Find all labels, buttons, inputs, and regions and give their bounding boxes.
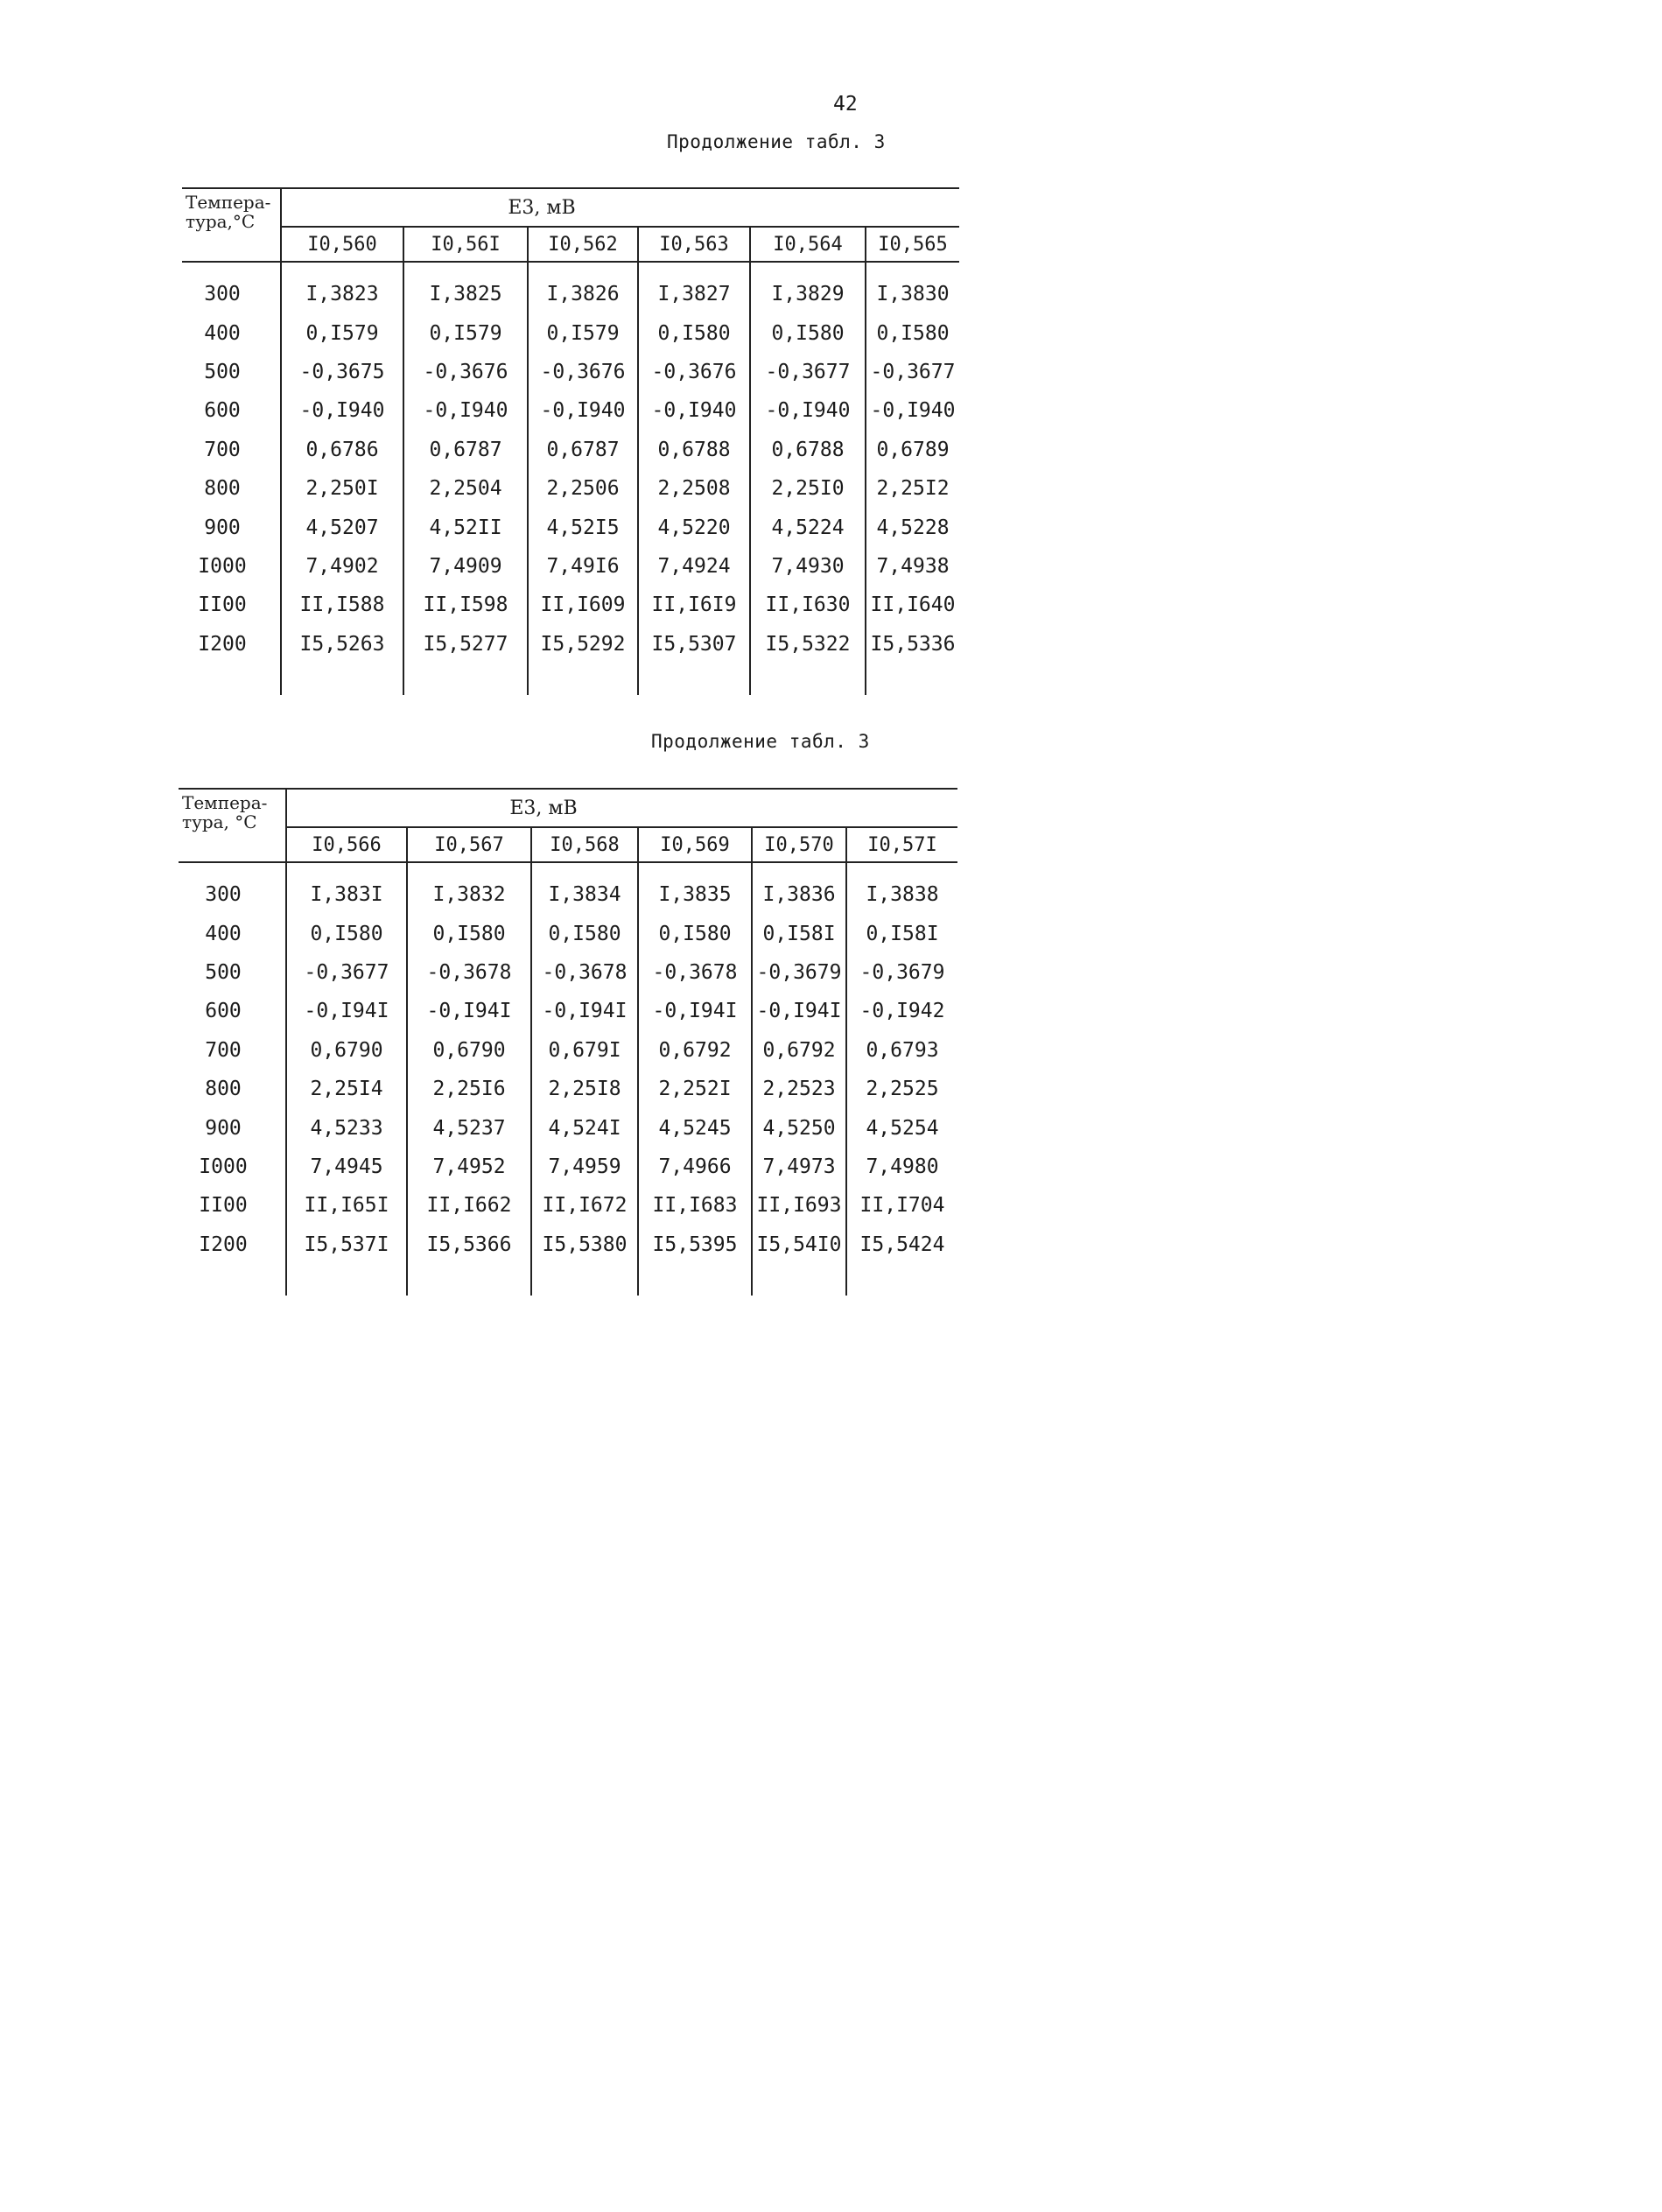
- emf-value-cell: 7,4966: [638, 1148, 752, 1186]
- emf-value-cell: 7,49I6: [528, 547, 638, 586]
- emf-value-cell: 2,2504: [403, 469, 528, 508]
- temperature-cell: 400: [179, 914, 286, 952]
- empty-cell: [182, 664, 281, 695]
- empty-cell: [638, 664, 750, 695]
- temperature-cell: I200: [182, 625, 281, 664]
- emf-value-cell: 2,252I: [638, 1070, 752, 1108]
- table-row: [182, 508, 959, 546]
- emf-value-cell: I5,5424: [859, 1232, 945, 1256]
- emf-value-cell: 4,52II: [403, 508, 528, 546]
- emf-value-cell: -0,I94I: [286, 992, 407, 1030]
- table-caption: Продолжение табл. 3: [651, 731, 870, 752]
- temperature-header: Темпера-тура, °C: [179, 789, 286, 862]
- emf-value-cell: -0,I94I: [638, 992, 752, 1030]
- table-row: [182, 353, 959, 391]
- temperature-cell: 800: [182, 469, 281, 508]
- emf-value-cell: I5,5277: [403, 625, 528, 664]
- emf-value-cell: II,I672: [531, 1186, 638, 1225]
- emf-value-cell: II,I630: [750, 586, 866, 624]
- emf-value-cell: I,3826: [528, 262, 638, 313]
- table-row: [182, 469, 959, 508]
- emf-value-cell: II,I6I9: [638, 586, 750, 624]
- column-header: I0,564: [750, 227, 866, 262]
- column-header: I0,565: [866, 227, 959, 262]
- emf-value-cell: I5,5307: [638, 625, 750, 664]
- emf-value-cell: 0,6787: [403, 431, 528, 469]
- emf-value-cell: I5,5366: [407, 1225, 531, 1264]
- temperature-cell: I000: [179, 1148, 286, 1186]
- table-row: [179, 953, 957, 992]
- emf-value-cell: 0,I579: [528, 313, 638, 352]
- emf-value-cell: 0,I58I: [752, 914, 846, 952]
- temperature-cell: I000: [182, 547, 281, 586]
- emf-value-cell: I,3835: [638, 862, 752, 914]
- temperature-cell: 500: [179, 953, 286, 992]
- column-header: I0,560: [281, 227, 403, 262]
- column-header: I0,568: [531, 827, 638, 862]
- emf-value-cell: 4,5207: [281, 508, 403, 546]
- column-header: I0,57I: [846, 827, 957, 862]
- emf-value-cell: 0,6788: [638, 431, 750, 469]
- empty-cell: [531, 1264, 638, 1296]
- emf-value-cell: -0,3676: [528, 353, 638, 391]
- emf-value-cell: 0,I579: [281, 313, 403, 352]
- emf-value-cell: 0,I579: [403, 313, 528, 352]
- table-filler-row: [179, 1264, 957, 1296]
- emf-value-cell: 7,4973: [752, 1148, 846, 1186]
- emf-value-cell: II,I693: [752, 1186, 846, 1225]
- emf-value-cell: -0,I940: [870, 399, 956, 423]
- emf-value-cell: 2,25I6: [407, 1070, 531, 1108]
- emf-value-cell: 4,5224: [750, 508, 866, 546]
- temperature-cell: II00: [182, 586, 281, 624]
- column-header: I0,563: [638, 227, 750, 262]
- temperature-cell: 600: [182, 391, 281, 430]
- emf-value-cell: 7,4980: [866, 1155, 939, 1178]
- emf-value-cell: I,3830: [876, 283, 950, 306]
- table-row: [179, 1108, 957, 1147]
- emf-value-cell: -0,I942: [859, 1000, 945, 1023]
- emf-value-cell: 0,I58I: [866, 922, 939, 945]
- empty-cell: [286, 1264, 407, 1296]
- emf-value-cell: I,3834: [531, 862, 638, 914]
- emf-value-cell: 0,I580: [876, 321, 950, 345]
- column-header: I0,569: [638, 827, 752, 862]
- emf-value-cell: II,I640: [870, 593, 956, 617]
- temperature-cell: 800: [179, 1070, 286, 1108]
- emf-value-cell: -0,I94I: [752, 992, 846, 1030]
- table-row: [182, 547, 959, 586]
- emf-value-cell: I,3836: [752, 862, 846, 914]
- emf-value-cell: II,I598: [403, 586, 528, 624]
- emf-value-cell: -0,3677: [286, 953, 407, 992]
- emf-value-cell: -0,3677: [870, 360, 956, 383]
- emf-value-cell: I,3823: [281, 262, 403, 313]
- emf-value-cell: II,I662: [407, 1186, 531, 1225]
- emf-value-cell: -0,3679: [752, 953, 846, 992]
- temperature-cell: I200: [179, 1225, 286, 1264]
- emf-value-cell: 2,25I4: [286, 1070, 407, 1108]
- emf-value-cell: 7,4938: [876, 554, 950, 578]
- emf-value-cell: 4,5254: [866, 1116, 939, 1140]
- emf-value-cell: II,I609: [528, 586, 638, 624]
- emf-value-cell: 2,2506: [528, 469, 638, 508]
- empty-cell: [638, 1264, 752, 1296]
- emf-value-cell: 0,6792: [638, 1031, 752, 1070]
- table-row: [179, 862, 957, 914]
- emf-table-2: [179, 788, 957, 1296]
- emf-value-cell: 4,5250: [752, 1108, 846, 1147]
- emf-value-cell: -0,I940: [281, 391, 403, 430]
- emf-value-cell: 0,I580: [638, 914, 752, 952]
- emf-value-cell: 0,6793: [866, 1038, 939, 1062]
- emf-value-cell: 4,524I: [531, 1108, 638, 1147]
- emf-value-cell: 4,5245: [638, 1108, 752, 1147]
- emf-group-header: E3, мВ: [281, 188, 959, 227]
- table-row: [179, 1186, 957, 1225]
- temperature-header: Темпера-тура,°C: [182, 188, 281, 262]
- emf-value-cell: 0,6788: [750, 431, 866, 469]
- emf-value-cell: 4,52I5: [528, 508, 638, 546]
- temperature-cell: 900: [182, 508, 281, 546]
- temperature-cell: II00: [179, 1186, 286, 1225]
- empty-cell: [281, 664, 403, 695]
- emf-value-cell: -0,3678: [531, 953, 638, 992]
- emf-value-cell: 0,I580: [638, 313, 750, 352]
- emf-value-cell: 2,2523: [752, 1070, 846, 1108]
- emf-value-cell: 4,5233: [286, 1108, 407, 1147]
- table-row: [182, 391, 959, 430]
- emf-value-cell: I5,537I: [286, 1225, 407, 1264]
- temperature-cell: 300: [179, 862, 286, 914]
- empty-cell: [528, 664, 638, 695]
- emf-value-cell: 7,4945: [286, 1148, 407, 1186]
- emf-value-cell: I,3829: [750, 262, 866, 313]
- emf-value-cell: -0,3679: [859, 960, 945, 984]
- empty-cell: [752, 1264, 846, 1296]
- emf-value-cell: II,I683: [638, 1186, 752, 1225]
- emf-value-cell: -0,3675: [281, 353, 403, 391]
- emf-value-cell: 2,25I0: [750, 469, 866, 508]
- emf-value-cell: 7,4930: [750, 547, 866, 586]
- emf-value-cell: 0,6787: [528, 431, 638, 469]
- emf-value-cell: 4,5220: [638, 508, 750, 546]
- table-row: [182, 313, 959, 352]
- emf-value-cell: I5,5292: [528, 625, 638, 664]
- emf-value-cell: 0,I580: [286, 914, 407, 952]
- emf-value-cell: -0,I940: [638, 391, 750, 430]
- empty-cell: [407, 1264, 531, 1296]
- temperature-cell: 700: [179, 1031, 286, 1070]
- emf-value-cell: 7,4924: [638, 547, 750, 586]
- emf-value-cell: II,I704: [859, 1194, 945, 1218]
- emf-group-header: E3, мВ: [286, 789, 957, 827]
- column-header: I0,567: [407, 827, 531, 862]
- emf-value-cell: -0,I94I: [531, 992, 638, 1030]
- emf-value-cell: 0,6792: [752, 1031, 846, 1070]
- emf-value-cell: I5,54I0: [752, 1225, 846, 1264]
- table-row: [182, 586, 959, 624]
- emf-value-cell: 2,25I2: [876, 477, 950, 501]
- table-row: [179, 914, 957, 952]
- emf-value-cell: 7,4902: [281, 547, 403, 586]
- emf-value-cell: I,3838: [866, 883, 939, 907]
- emf-value-cell: -0,I940: [750, 391, 866, 430]
- table-caption: Продолжение табл. 3: [667, 131, 886, 152]
- empty-cell: [179, 1264, 286, 1296]
- emf-value-cell: -0,3678: [407, 953, 531, 992]
- column-header: I0,570: [752, 827, 846, 862]
- emf-value-cell: 0,I580: [407, 914, 531, 952]
- table-filler-row: [182, 664, 959, 695]
- emf-value-cell: -0,I940: [528, 391, 638, 430]
- column-header: I0,566: [286, 827, 407, 862]
- emf-value-cell: 0,6790: [407, 1031, 531, 1070]
- emf-value-cell: 4,5228: [876, 516, 950, 539]
- emf-value-cell: I,3825: [403, 262, 528, 313]
- emf-table-1: [182, 187, 959, 695]
- table-row: [182, 625, 959, 664]
- emf-value-cell: -0,I940: [403, 391, 528, 430]
- page-number: 42: [833, 93, 858, 116]
- table-row: [179, 1070, 957, 1108]
- temperature-cell: 300: [182, 262, 281, 313]
- emf-value-cell: 4,5237: [407, 1108, 531, 1147]
- temperature-cell: 700: [182, 431, 281, 469]
- empty-cell: [403, 664, 528, 695]
- emf-value-cell: I5,5336: [870, 632, 956, 656]
- temperature-cell: 400: [182, 313, 281, 352]
- emf-value-cell: I,3827: [638, 262, 750, 313]
- emf-value-cell: 0,I580: [750, 313, 866, 352]
- emf-value-cell: II,I588: [281, 586, 403, 624]
- emf-value-cell: 0,6789: [876, 438, 950, 461]
- table-row: [179, 1148, 957, 1186]
- emf-value-cell: 2,25I8: [531, 1070, 638, 1108]
- emf-value-cell: 0,I580: [531, 914, 638, 952]
- temperature-cell: 500: [182, 353, 281, 391]
- emf-value-cell: I5,5380: [531, 1225, 638, 1264]
- emf-value-cell: I5,5322: [750, 625, 866, 664]
- temperature-cell: 600: [179, 992, 286, 1030]
- emf-value-cell: 0,6786: [281, 431, 403, 469]
- emf-value-cell: 7,4959: [531, 1148, 638, 1186]
- emf-value-cell: 2,250I: [281, 469, 403, 508]
- emf-value-cell: 7,4952: [407, 1148, 531, 1186]
- emf-value-cell: I,3832: [407, 862, 531, 914]
- emf-value-cell: -0,3678: [638, 953, 752, 992]
- emf-value-cell: I,383I: [286, 862, 407, 914]
- temperature-cell: 900: [179, 1108, 286, 1147]
- emf-value-cell: -0,3677: [750, 353, 866, 391]
- emf-value-cell: 7,4909: [403, 547, 528, 586]
- column-header: I0,56I: [403, 227, 528, 262]
- emf-value-cell: II,I65I: [286, 1186, 407, 1225]
- emf-value-cell: -0,3676: [638, 353, 750, 391]
- emf-value-cell: 2,2508: [638, 469, 750, 508]
- table-row: [182, 262, 959, 313]
- emf-value-cell: -0,I94I: [407, 992, 531, 1030]
- emf-value-cell: 0,679I: [531, 1031, 638, 1070]
- emf-value-cell: 0,6790: [286, 1031, 407, 1070]
- emf-value-cell: I5,5395: [638, 1225, 752, 1264]
- table-row: [179, 1031, 957, 1070]
- table-row: [182, 431, 959, 469]
- column-header: I0,562: [528, 227, 638, 262]
- emf-value-cell: I5,5263: [281, 625, 403, 664]
- empty-cell: [750, 664, 866, 695]
- table-row: [179, 1225, 957, 1264]
- emf-value-cell: -0,3676: [403, 353, 528, 391]
- empty-cell: [866, 664, 959, 695]
- emf-value-cell: 2,2525: [866, 1078, 939, 1101]
- empty-cell: [846, 1264, 957, 1296]
- table-row: [179, 992, 957, 1030]
